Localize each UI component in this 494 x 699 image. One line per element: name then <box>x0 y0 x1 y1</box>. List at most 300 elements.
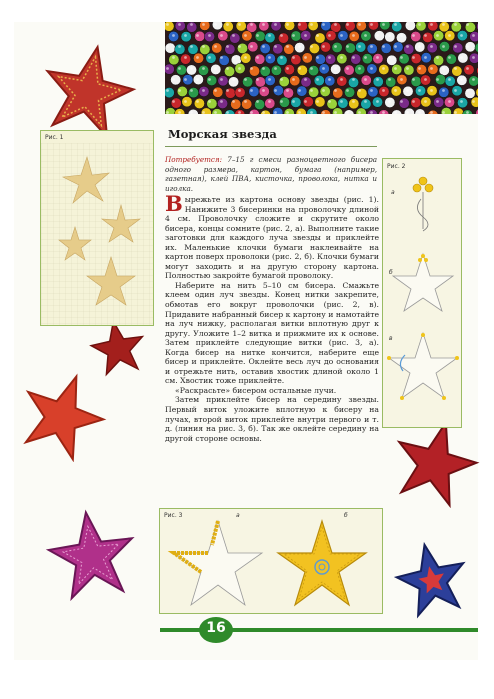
bead-highlight <box>298 45 301 48</box>
bead <box>176 65 186 75</box>
bead-highlight <box>448 100 451 103</box>
bead-highlight <box>178 45 181 48</box>
bead <box>428 64 438 74</box>
bead-highlight <box>298 89 301 92</box>
bead-highlight <box>166 23 169 26</box>
bead-highlight <box>316 78 319 81</box>
bead <box>171 98 181 108</box>
bead-highlight <box>436 78 439 81</box>
bead-highlight <box>358 45 361 48</box>
bead-highlight <box>454 45 457 48</box>
bead <box>476 108 478 114</box>
bead-highlight <box>334 111 337 114</box>
bead-highlight <box>280 56 283 59</box>
bead <box>476 87 478 97</box>
bead-highlight <box>226 89 229 92</box>
bead-highlight <box>346 23 349 26</box>
bead-highlight <box>268 78 271 81</box>
bead-highlight <box>442 111 445 114</box>
bead-highlight <box>220 78 223 81</box>
bead-highlight <box>424 100 427 103</box>
bead-highlight <box>190 89 193 92</box>
bead-highlight <box>196 78 199 81</box>
bead-highlight <box>340 56 343 59</box>
figure-2-sub-a: а <box>391 189 395 196</box>
bead <box>235 87 245 97</box>
bead-highlight <box>388 56 391 59</box>
bead-highlight <box>400 34 403 37</box>
bead <box>165 22 174 31</box>
starfish-photo-dark-red <box>84 318 152 378</box>
bead-highlight <box>184 56 187 59</box>
bead-highlight <box>172 34 175 37</box>
bead-highlight <box>208 34 211 37</box>
bead-highlight <box>412 56 415 59</box>
bead-highlight <box>436 56 439 59</box>
bead-highlight <box>346 67 349 70</box>
bead-highlight <box>226 111 229 114</box>
bead-highlight <box>436 34 439 37</box>
bead-highlight <box>430 67 433 70</box>
figure-2-sub-b: б <box>389 269 393 276</box>
bead-highlight <box>460 56 463 59</box>
title-divider <box>165 146 377 147</box>
bead-highlight <box>226 45 229 48</box>
bead <box>416 22 426 31</box>
bead-highlight <box>238 67 241 70</box>
bead <box>411 53 421 63</box>
figure-3-label: Рис. 3 <box>164 512 183 519</box>
bead <box>399 54 409 64</box>
bead <box>265 32 275 42</box>
bead <box>344 87 354 97</box>
bead <box>405 22 415 31</box>
bead-highlight <box>430 23 433 26</box>
bead-highlight <box>178 23 181 26</box>
bead <box>254 99 264 109</box>
bead <box>446 54 456 64</box>
bead-highlight <box>418 111 421 114</box>
bead-highlight <box>292 78 295 81</box>
bead-highlight <box>226 67 229 70</box>
bead <box>327 99 337 109</box>
figure-3-drawing <box>160 509 382 613</box>
bead-highlight <box>466 45 469 48</box>
bead-highlight <box>352 78 355 81</box>
bead-highlight <box>442 89 445 92</box>
bead <box>260 43 270 53</box>
bead-highlight <box>322 111 325 114</box>
bead-highlight <box>406 45 409 48</box>
starfish-photo-red <box>30 40 150 140</box>
bead-highlight <box>178 111 181 114</box>
bead-highlight <box>202 67 205 70</box>
bead <box>284 22 294 31</box>
bead-highlight <box>334 23 337 26</box>
bead <box>392 64 402 74</box>
bead-highlight <box>250 89 253 92</box>
bead <box>283 88 293 98</box>
bead <box>236 22 246 31</box>
bead-highlight <box>472 78 475 81</box>
bead-highlight <box>250 23 253 26</box>
bead <box>182 96 192 106</box>
bead-highlight <box>274 67 277 70</box>
bead-highlight <box>388 78 391 81</box>
bead-highlight <box>208 78 211 81</box>
bead <box>271 65 281 75</box>
bead-highlight <box>400 100 403 103</box>
bead-highlight <box>214 23 217 26</box>
bead-highlight <box>418 45 421 48</box>
bead <box>368 87 378 97</box>
bead <box>249 86 259 96</box>
bead-highlight <box>286 111 289 114</box>
bead <box>265 98 275 108</box>
bead <box>186 65 196 75</box>
bead-highlight <box>334 45 337 48</box>
bead <box>218 76 228 86</box>
bead-highlight <box>406 23 409 26</box>
bead-highlight <box>238 45 241 48</box>
bead <box>195 31 205 41</box>
bead-highlight <box>394 111 397 114</box>
bead <box>225 110 235 114</box>
bead-highlight <box>310 45 313 48</box>
bead-highlight <box>262 111 265 114</box>
bead-highlight <box>256 100 259 103</box>
bead-highlight <box>442 45 445 48</box>
bead <box>296 108 306 114</box>
bead <box>320 110 330 114</box>
bead-highlight <box>184 100 187 103</box>
bead-highlight <box>202 23 205 26</box>
bead-highlight <box>322 67 325 70</box>
bead-highlight <box>406 111 409 114</box>
bead <box>212 22 222 30</box>
bead-highlight <box>292 34 295 37</box>
bead <box>380 22 390 30</box>
bead-highlight <box>190 23 193 26</box>
bead <box>345 43 355 53</box>
bead <box>198 65 208 75</box>
bead-highlight <box>166 67 169 70</box>
bead-highlight <box>232 78 235 81</box>
paragraph-4: Затем приклейте бисер на середину звезды. Первый виток уложите вплотную к бисеру на лучах, второй виток приклейте внутри первого и т. д. (линия на рис. 3, б). Так же оклейте середину на другой стороне основы. <box>165 395 379 443</box>
bead <box>180 54 190 64</box>
bead-highlight <box>316 100 319 103</box>
bead-highlight <box>274 89 277 92</box>
bead-highlight <box>184 34 187 37</box>
bead-highlight <box>310 111 313 114</box>
bead <box>356 22 366 31</box>
bead <box>254 54 264 64</box>
figure-1 <box>40 130 154 326</box>
bead <box>439 65 449 75</box>
bead <box>212 109 222 114</box>
bead-highlight <box>280 78 283 81</box>
bead-highlight <box>262 23 265 26</box>
bead <box>273 44 283 54</box>
bead-highlight <box>196 100 199 103</box>
bead <box>428 22 438 31</box>
bead <box>475 42 478 52</box>
bead <box>457 98 467 108</box>
bead <box>464 65 474 75</box>
figure-2-drawing <box>383 159 461 427</box>
figure-2 <box>382 158 462 428</box>
requirements-label: Потребуется: <box>165 155 223 164</box>
bead-highlight <box>352 56 355 59</box>
bead-highlight <box>166 45 169 48</box>
bead-highlight <box>394 45 397 48</box>
bead <box>411 97 421 107</box>
bead-highlight <box>244 78 247 81</box>
bead <box>260 110 270 114</box>
bead-highlight <box>286 45 289 48</box>
bead <box>344 65 354 75</box>
bead-highlight <box>172 78 175 81</box>
starfish-photo-magenta <box>44 508 140 604</box>
bead <box>213 87 223 97</box>
bead <box>290 75 300 85</box>
requirements-text <box>165 155 377 193</box>
bead-highlight <box>394 23 397 26</box>
bead <box>315 54 325 64</box>
bead-highlight <box>166 111 169 114</box>
bead-highlight <box>388 34 391 37</box>
bead <box>309 43 319 53</box>
bead-highlight <box>376 100 379 103</box>
bead-highlight <box>316 34 319 37</box>
bead-highlight <box>340 78 343 81</box>
bead-highlight <box>238 89 241 92</box>
bead-highlight <box>202 89 205 92</box>
bead-highlight <box>448 34 451 37</box>
bead <box>308 65 318 75</box>
bead-highlight <box>244 100 247 103</box>
bead <box>200 22 210 31</box>
bead <box>399 98 409 108</box>
starfish-photo-crimson <box>390 418 480 508</box>
bead <box>362 53 372 63</box>
bead-highlight <box>346 45 349 48</box>
bead <box>291 97 301 107</box>
bead-highlight <box>196 56 199 59</box>
bead <box>326 30 336 40</box>
bead <box>279 76 289 86</box>
bead-highlight <box>406 89 409 92</box>
bead-highlight <box>358 111 361 114</box>
bead-highlight <box>370 67 373 70</box>
bead <box>404 65 414 75</box>
bead-highlight <box>400 78 403 81</box>
bead-highlight <box>376 56 379 59</box>
figure-2-sub-v: в <box>389 335 393 342</box>
bead <box>237 43 247 53</box>
bead <box>411 31 421 41</box>
bead-highlight <box>286 67 289 70</box>
bead-highlight <box>376 78 379 81</box>
bead-highlight <box>382 89 385 92</box>
bead <box>188 109 198 114</box>
bead <box>333 88 343 98</box>
bead <box>206 53 216 63</box>
bead-highlight <box>472 100 475 103</box>
bead-highlight <box>232 34 235 37</box>
bead <box>207 98 217 108</box>
figure-3-sub-b: б <box>344 512 348 519</box>
bead <box>469 76 478 86</box>
bead-highlight <box>418 67 421 70</box>
bead <box>332 42 342 52</box>
bead <box>428 110 438 114</box>
bead <box>320 86 330 96</box>
bead-highlight <box>274 45 277 48</box>
bead <box>165 87 174 97</box>
bead-highlight <box>454 111 457 114</box>
bead-highlight <box>172 56 175 59</box>
starfish-photo-blue <box>392 540 472 620</box>
bead <box>445 76 455 86</box>
bead-highlight <box>256 34 259 37</box>
bead-highlight <box>232 100 235 103</box>
bead-highlight <box>304 34 307 37</box>
bead <box>297 65 307 75</box>
bead-highlight <box>346 89 349 92</box>
bead-highlight <box>244 34 247 37</box>
bead-highlight <box>412 78 415 81</box>
bead-highlight <box>274 23 277 26</box>
bead-highlight <box>238 111 241 114</box>
bead <box>411 76 421 86</box>
bead-highlight <box>190 45 193 48</box>
bead-highlight <box>166 89 169 92</box>
bead-highlight <box>250 67 253 70</box>
bead-highlight <box>382 111 385 114</box>
figure-2-label: Рис. 2 <box>387 163 406 170</box>
requirements-list: 7–15 г смеси разноцветного бисера одного размера, картон, бумага (например, газетная), клей ПВА, кисточка, проволока, нитка и иголка. <box>165 155 377 193</box>
bead-highlight <box>322 23 325 26</box>
bead <box>206 75 216 85</box>
bead-highlight <box>196 34 199 37</box>
bead-highlight <box>178 89 181 92</box>
bead-highlight <box>388 100 391 103</box>
bead-highlight <box>466 23 469 26</box>
paragraph-3: «Раскрасьте» бисером остальные лучи. <box>175 385 337 395</box>
bead-highlight <box>340 100 343 103</box>
drop-cap: В <box>165 191 183 216</box>
bead-highlight <box>280 34 283 37</box>
bead-highlight <box>358 89 361 92</box>
bead-highlight <box>460 78 463 81</box>
figure-3-sub-a: а <box>236 512 240 519</box>
bead <box>165 43 175 53</box>
bead-highlight <box>256 56 259 59</box>
bead-highlight <box>262 45 265 48</box>
bead-highlight <box>418 89 421 92</box>
bead-highlight <box>184 78 187 81</box>
bead-highlight <box>370 111 373 114</box>
beads-image <box>165 22 478 114</box>
bead <box>188 87 198 97</box>
bead <box>284 108 294 114</box>
bead-highlight <box>268 34 271 37</box>
bead-highlight <box>430 45 433 48</box>
bead-highlight <box>220 34 223 37</box>
bead <box>368 22 378 30</box>
bead <box>453 43 463 53</box>
bead-highlight <box>328 56 331 59</box>
bead-highlight <box>328 34 331 37</box>
bead-highlight <box>322 45 325 48</box>
bead <box>416 64 426 74</box>
bead <box>439 87 449 97</box>
bead <box>260 66 270 76</box>
bead-highlight <box>412 34 415 37</box>
bead <box>315 33 325 43</box>
bead-highlight <box>286 23 289 26</box>
bead-highlight <box>442 23 445 26</box>
bead-highlight <box>394 67 397 70</box>
bead-highlight <box>436 100 439 103</box>
bead-highlight <box>346 111 349 114</box>
bead-highlight <box>334 67 337 70</box>
bead-highlight <box>274 111 277 114</box>
paragraph-2: Наберите на нить 5–10 см бисера. Смажьте клеем один луч звезды. Конец нитки закрепите, обмотав его вокруг проволочки (рис. 2, в). Придавите набранный бисер к картону и намотайте на луч нижку, располагая витки вплотную друг к другу. Уложите 1–2 витка и прижмите их к основе. Затем приклейте следующие витки (рис. 3, а). Когда бисер на нитке кончится, наберите еще бисер и приклейте. Оклейте весь луч до основания и отрежьте нить, оставив хвостик длиной около 1 см. Хвостик тоже приклейте. <box>165 280 379 386</box>
bead-highlight <box>418 23 421 26</box>
bead-highlight <box>472 34 475 37</box>
bead-highlight <box>382 67 385 70</box>
bead <box>357 88 367 98</box>
bead-highlight <box>364 34 367 37</box>
bead <box>302 53 312 63</box>
starfish-photo-orange <box>16 370 108 462</box>
figure-1-drawing <box>41 131 153 325</box>
bead <box>217 98 227 108</box>
bead-highlight <box>460 34 463 37</box>
bead-highlight <box>268 56 271 59</box>
bead-highlight <box>244 56 247 59</box>
bead-highlight <box>208 100 211 103</box>
bead-highlight <box>328 100 331 103</box>
bead <box>349 98 359 108</box>
bead-highlight <box>220 56 223 59</box>
bead-highlight <box>220 100 223 103</box>
bead-highlight <box>304 100 307 103</box>
bead <box>367 44 377 54</box>
bead <box>427 43 437 53</box>
bead <box>284 64 294 74</box>
bead <box>477 65 478 75</box>
bead <box>224 66 234 76</box>
bead <box>241 99 251 109</box>
bead-highlight <box>292 100 295 103</box>
bead <box>392 22 402 32</box>
bead <box>351 54 361 64</box>
bead <box>273 107 283 114</box>
bead-highlight <box>364 56 367 59</box>
bead <box>321 22 331 31</box>
bead-highlight <box>394 89 397 92</box>
bead <box>338 30 348 40</box>
bead <box>169 54 179 64</box>
bead-highlight <box>310 67 313 70</box>
bead <box>308 87 318 97</box>
bead-highlight <box>262 67 265 70</box>
bead <box>452 86 462 96</box>
bead <box>374 31 384 41</box>
